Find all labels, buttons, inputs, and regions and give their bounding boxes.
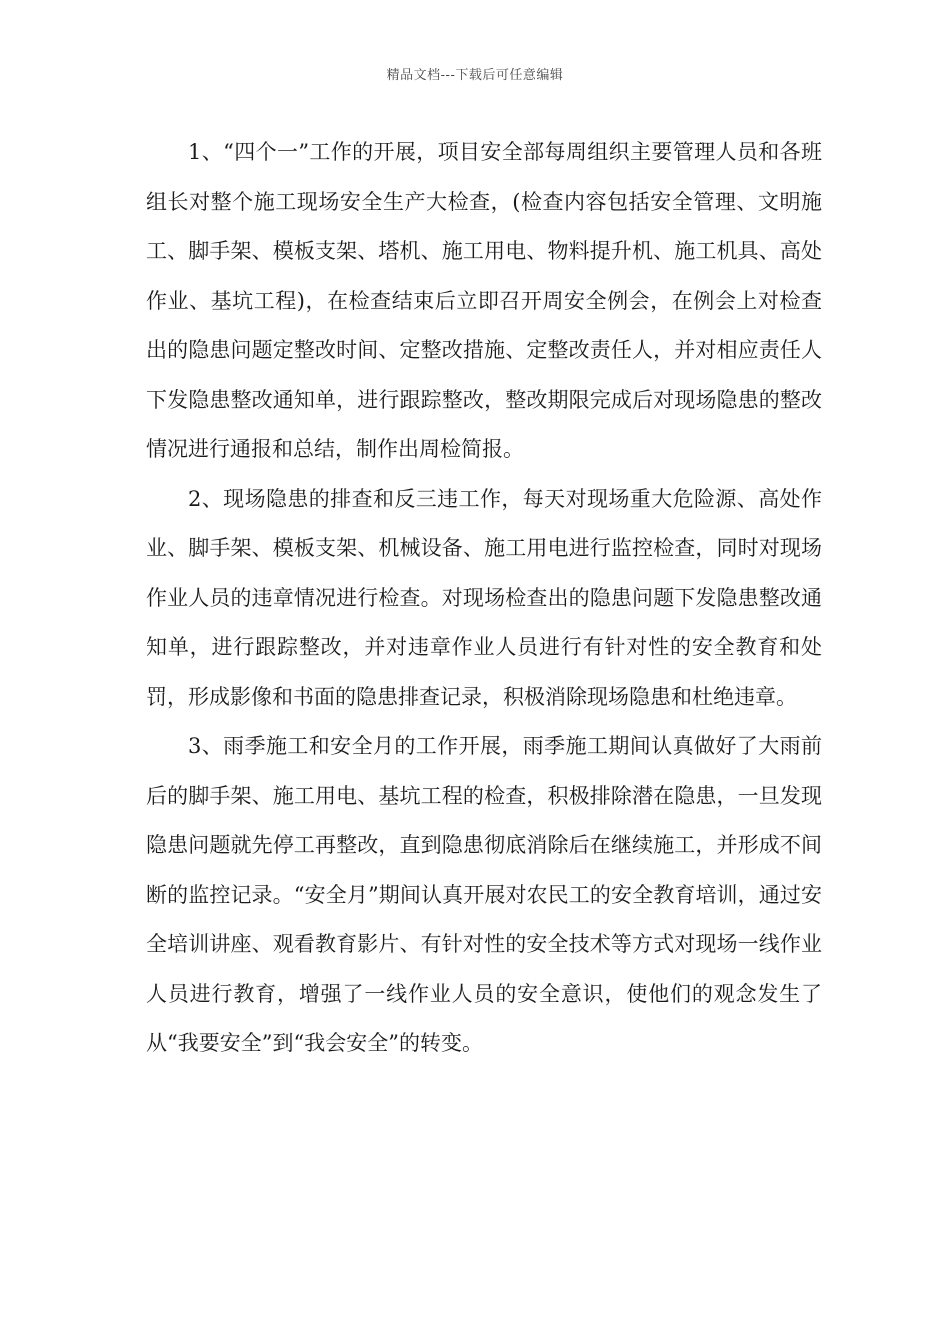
paragraph-3: 3、雨季施工和安全月的工作开展，雨季施工期间认真做好了大雨前后的脚手架、施工用电、基坑工程的检查，积极排除潜在隐患，一旦发现隐患问题就先停工再整改，直到隐患彻底消除后在继续施工，并形成不间断的监控记录。“安全月”期间认真开展对农民工的安全教育培训，通过安全培训讲座、观看教育影片、有针对性的安全技术等方式对现场一线作业人员进行教育，增强了一线作业人员的安全意识，使他们的观念发生了从“我要安全”到“我会安全”的转变。 [146, 734, 822, 1055]
page-header: 精品文档---下载后可任意编辑 [386, 68, 564, 83]
document-body [146, 128, 822, 1069]
paragraph-1: 1、“四个一”工作的开展，项目安全部每周组织主要管理人员和各班组长对整个施工现场安全生产大检查，(检查内容包括安全管理、文明施工、脚手架、模板支架、塔机、施工用电、物料提升机、施工机具、高处作业、基坑工程)，在检查结束后立即召开周安全例会，在例会上对检查出的隐患问题定整改时间、定整改措施、定整改责任人，并对相应责任人下发隐患整改通知单，进行跟踪整改，整改期限完成后对现场隐患的整改情况进行通报和总结，制作出周检简报。 [146, 140, 822, 461]
paragraph-2: 2、现场隐患的排查和反三违工作，每天对现场重大危险源、高处作业、脚手架、模板支架、机械设备、施工用电进行监控检查，同时对现场作业人员的违章情况进行检查。对现场检查出的隐患问题下发隐患整改通知单，进行跟踪整改，并对违章作业人员进行有针对性的安全教育和处罚，形成影像和书面的隐患排查记录，积极消除现场隐患和杜绝违章。 [146, 486, 822, 709]
